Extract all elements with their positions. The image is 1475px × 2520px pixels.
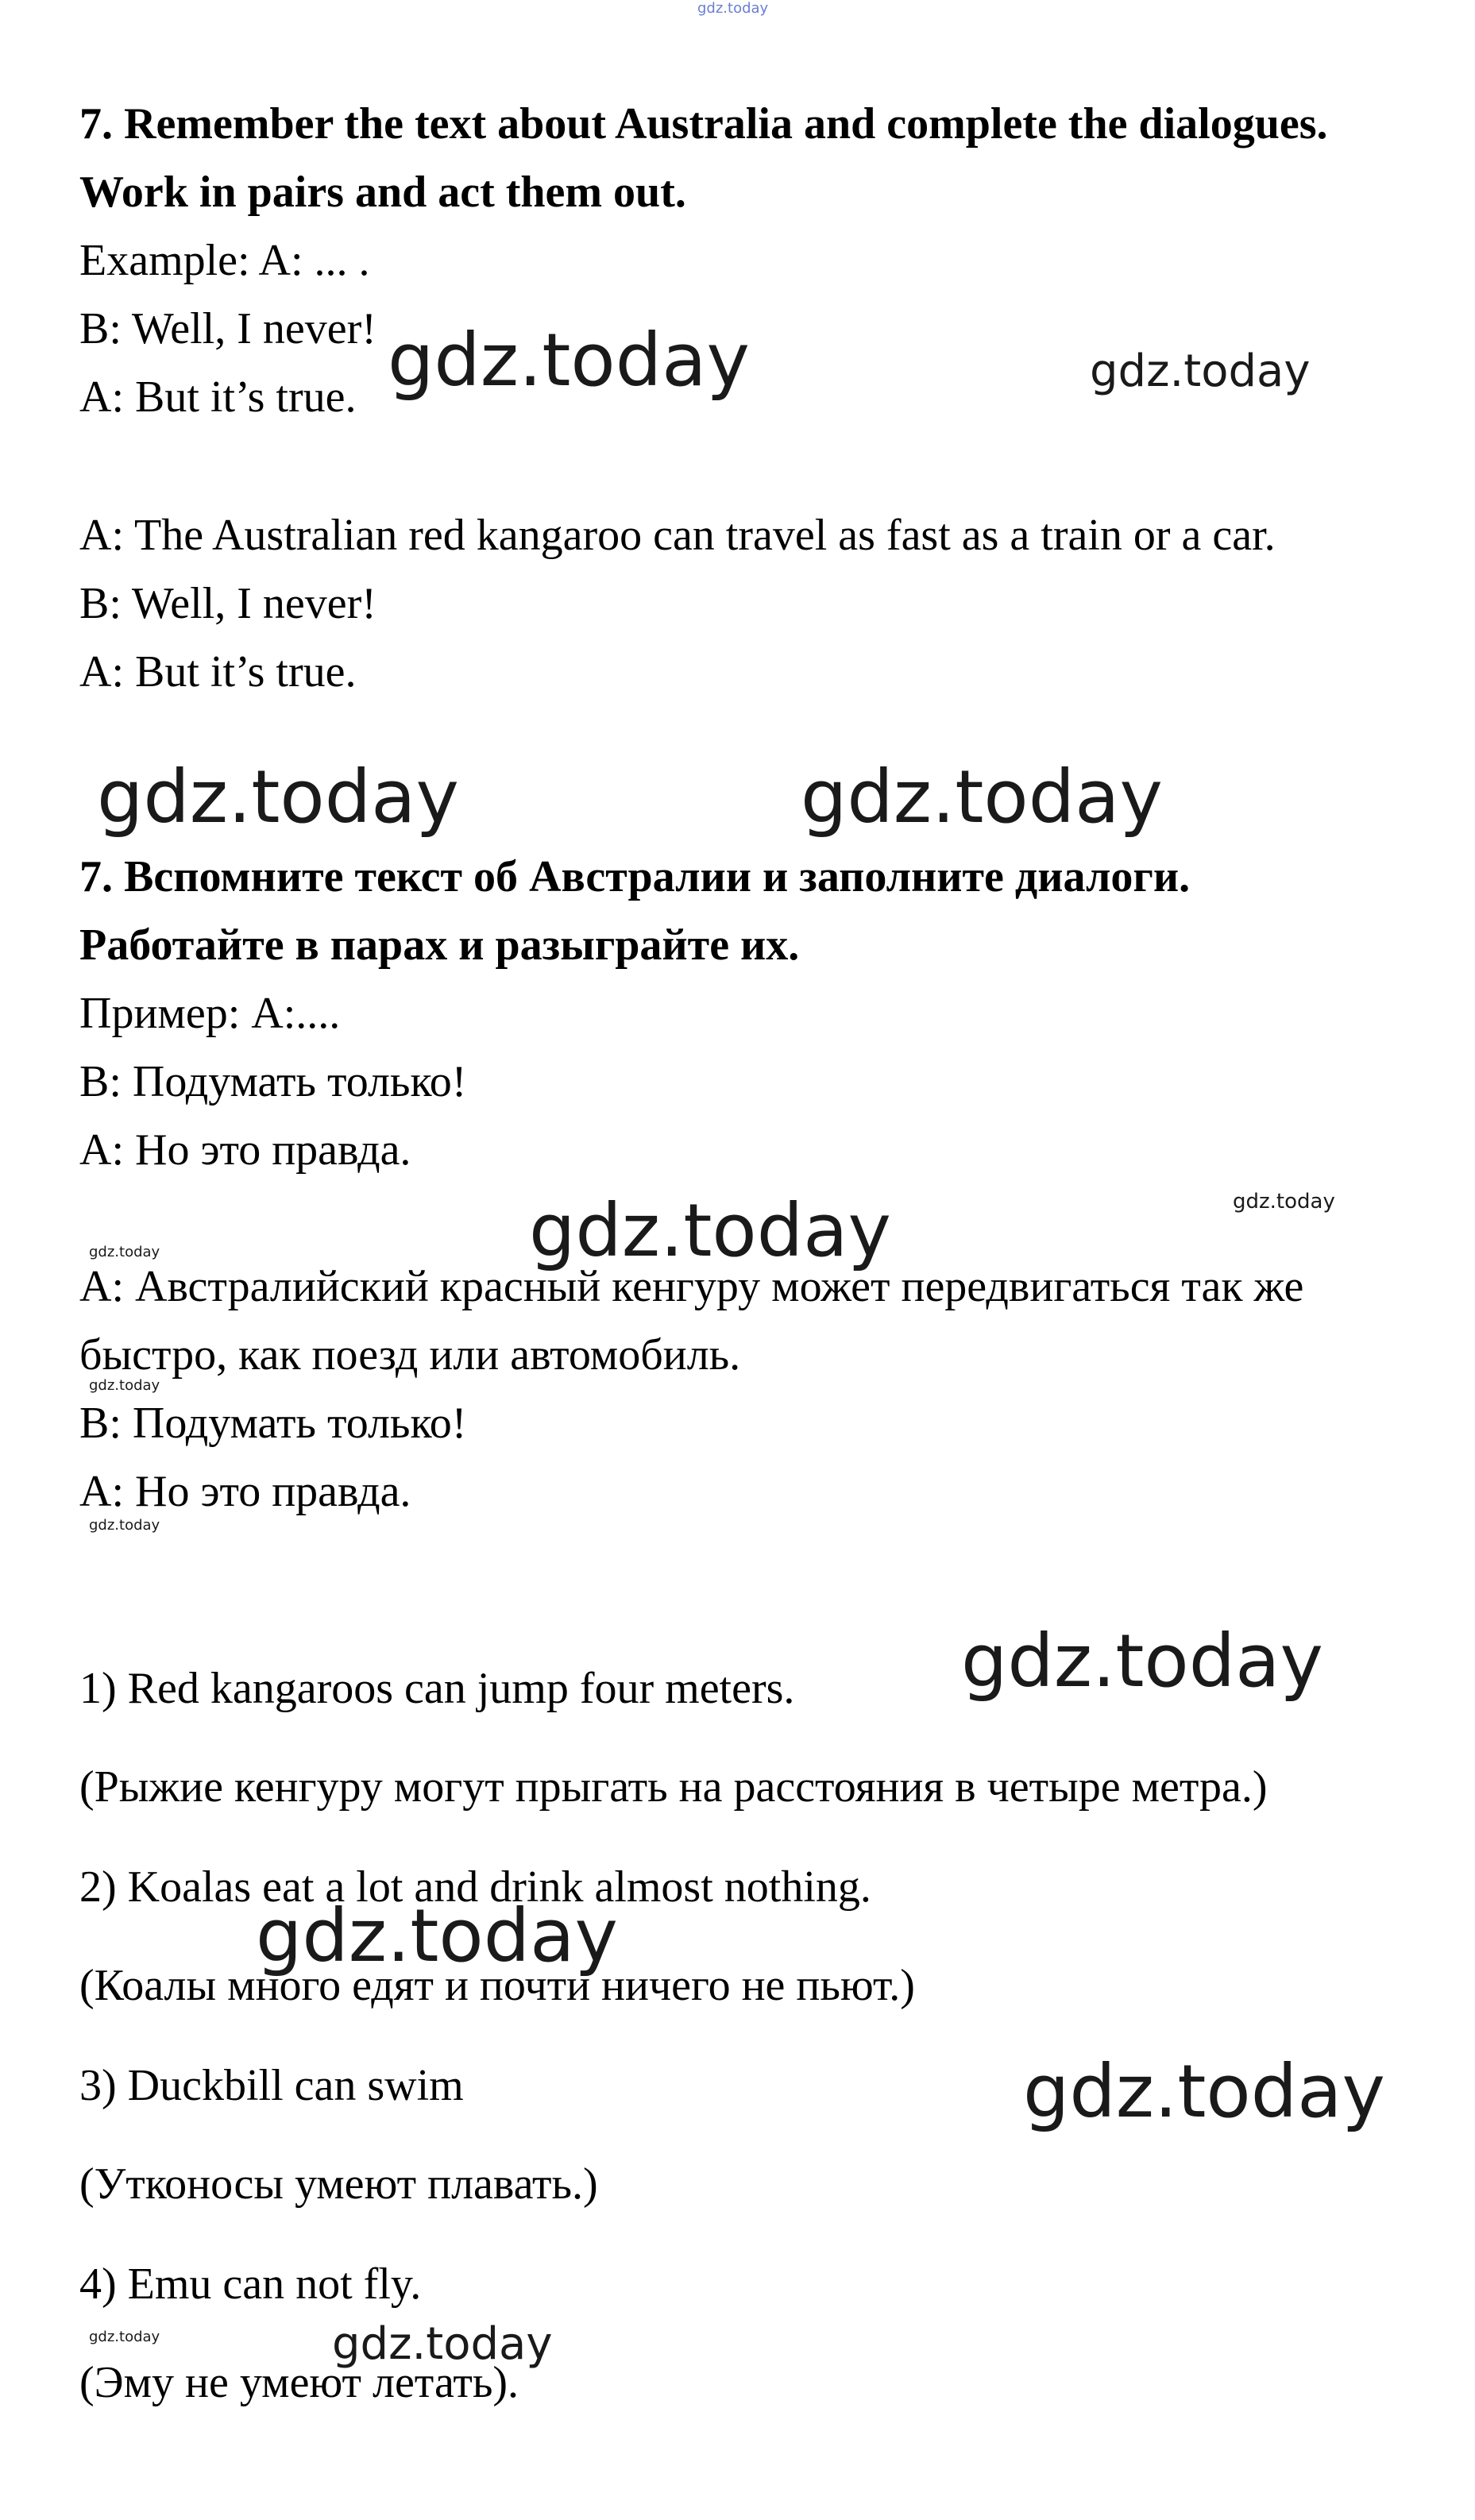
watermark: gdz.today: [529, 1188, 891, 1273]
english-heading-line1: 7. Remember the text about Australia and complete the dialogues.: [79, 99, 1328, 149]
russian-dialogue-a-line2: быстро, как поезд или автомобиль.: [79, 1330, 741, 1380]
english-dialogue-b: B: Well, I never!: [79, 579, 376, 628]
english-heading-line2: Work in pairs and act them out.: [79, 168, 686, 217]
watermark: gdz.today: [89, 1377, 160, 1394]
watermark: gdz.today: [89, 2329, 160, 2345]
english-dialogue-a: A: The Australian red kangaroo can travel as fast as a train or a car.: [79, 511, 1276, 560]
watermark: gdz.today: [1233, 1190, 1335, 1214]
watermark: gdz.today: [332, 2318, 553, 2370]
watermark: gdz.today: [1090, 345, 1311, 397]
english-dialogue-a2: A: But it’s true.: [79, 647, 357, 697]
watermark: gdz.today: [89, 1244, 160, 1260]
english-example-a2: A: But it’s true.: [79, 372, 357, 422]
russian-dialogue-a2: А: Но это правда.: [79, 1467, 411, 1516]
answer-3-ru: (Утконосы умеют плавать.): [79, 2159, 598, 2209]
russian-example-a: Пример: А:....: [79, 989, 341, 1038]
answer-1-ru: (Рыжие кенгуру могут прыгать на расстояния в четыре метра.): [79, 1762, 1268, 1812]
answer-1-en: 1) Red kangaroos can jump four meters.: [79, 1664, 795, 1713]
answer-3-en: 3) Duckbill can swim: [79, 2061, 464, 2110]
english-example-a: Example: A: ... .: [79, 236, 370, 285]
watermark: gdz.today: [801, 754, 1163, 839]
russian-heading-line2: Работайте в парах и разыграйте их.: [79, 920, 800, 970]
russian-example-a2: А: Но это правда.: [79, 1125, 411, 1175]
watermark: gdz.today: [97, 754, 459, 839]
watermark: gdz.today: [256, 1893, 618, 1978]
watermark: gdz.today: [1023, 2049, 1385, 2134]
watermark: gdz.today: [89, 1517, 160, 1534]
watermark: gdz.today: [388, 318, 750, 403]
english-example-b: B: Well, I never!: [79, 304, 376, 353]
watermark: gdz.today: [961, 1619, 1323, 1704]
russian-heading-line1: 7. Вспомните текст об Австралии и заполните диалоги.: [79, 852, 1191, 901]
answer-4-en: 4) Emu can not fly.: [79, 2260, 422, 2309]
russian-dialogue-b: В: Подумать только!: [79, 1399, 467, 1448]
answer-2-ru: (Коалы много едят и почти ничего не пьют.): [79, 1961, 915, 2010]
watermark-top: gdz.today: [697, 0, 769, 17]
russian-dialogue-a-line1: А: Австралийский красный кенгуру может передвигаться так же: [79, 1262, 1304, 1311]
answer-4-ru: (Эму не умеют летать).: [79, 2358, 519, 2407]
russian-example-b: В: Подумать только!: [79, 1057, 467, 1106]
answer-2-en: 2) Koalas eat a lot and drink almost nothing.: [79, 1862, 871, 1912]
